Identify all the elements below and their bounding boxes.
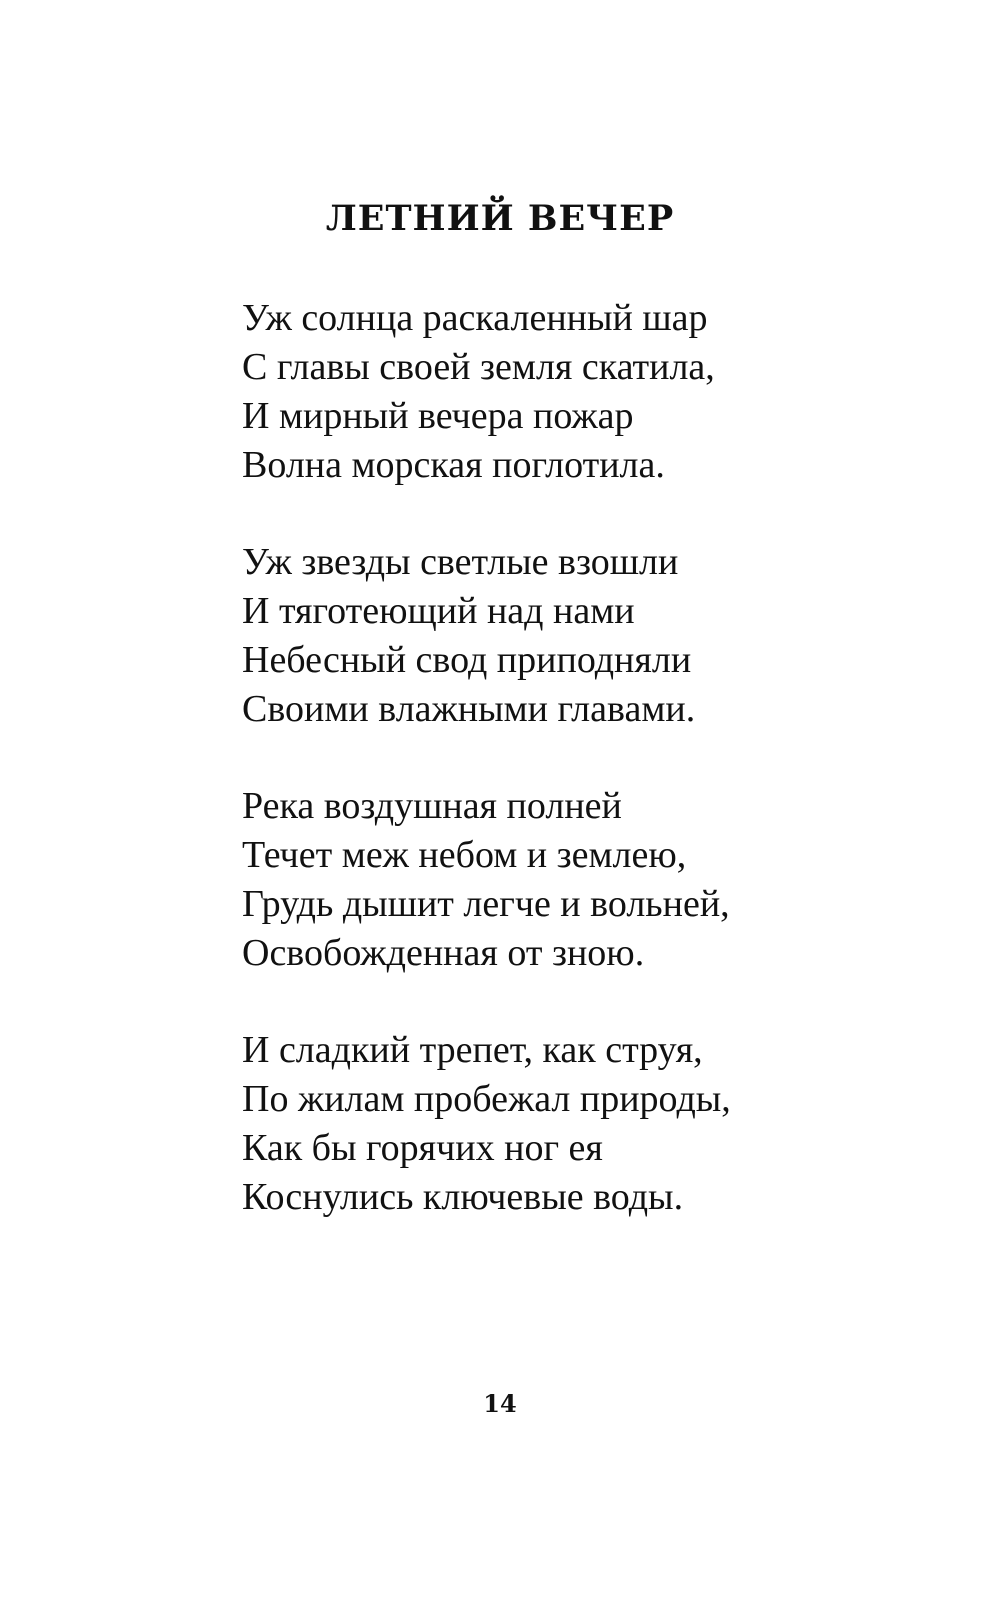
poem-line: Как бы горячих ног ея [242, 1127, 603, 1169]
poem-body [242, 294, 962, 1270]
poem-line: Волна морская поглотила. [242, 444, 665, 486]
poem-line: Грудь дышит легче и вольней, [242, 883, 730, 925]
poem-line: По жилам пробежал природы, [242, 1078, 731, 1120]
stanza-1 [242, 294, 962, 490]
poem-line: И сладкий трепет, как струя, [242, 1029, 703, 1071]
poem-line: Освобожденная от зною. [242, 932, 645, 974]
poem-line: Коснулись ключевые воды. [242, 1176, 684, 1218]
stanza-3 [242, 782, 962, 978]
poem-line: Небесный свод приподняли [242, 639, 692, 681]
stanza-2 [242, 538, 962, 734]
poem-line: С главы своей земля скатила, [242, 346, 715, 388]
poem-line: И мирный вечера пожар [242, 395, 634, 437]
page-number: 14 [483, 1389, 517, 1418]
stanza-4 [242, 1026, 962, 1222]
poem-line: Уж звезды светлые взошли [242, 541, 679, 583]
poem-title: ЛЕТНИЙ ВЕЧЕР [325, 198, 675, 239]
poem-line: Уж солнца раскаленный шар [242, 297, 708, 339]
poem-line: И тяготеющий над нами [242, 590, 635, 632]
poem-line: Река воздушная полней [242, 785, 622, 827]
poem-line: Течет меж небом и землею, [242, 834, 687, 876]
poem-line: Своими влажными главами. [242, 688, 696, 730]
